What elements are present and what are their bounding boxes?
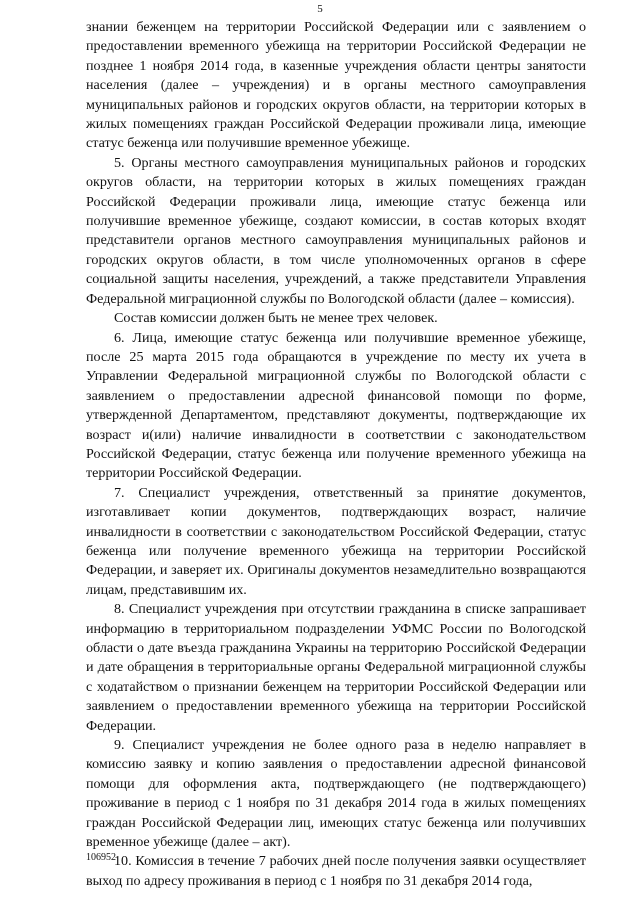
paragraph-item-8: 8. Специалист учреждения при отсутствии гражданина в списке запрашивает информацию в территориальном подразделении УФМС России по Вологодской области о дате въезда гражданина Украины на территорию Российской Федерации и дате обращения в территориальные органы Федеральной миграционной службы с ходатайством о признании беженцем на территории Российской Федерации или заявлением о предоставлении временного убежища на территории Российской Федерации. [86,601,586,734]
paragraph-item-6: 6. Лица, имеющие статус беженца или получившие временное убежище, после 25 марта 2015 года обращаются в учреждение по месту их учета в Управлении Федеральной миграционной службы по Вологодской области с заявлением о предоставлении адресной финансовой помощи по форме, утвержденной Департаментом, представляют документы, подтверждающие их возраст и(или) наличие инвалидности в соответствии с законодательством Российской Федерации, статус беженца или получение временного убежища на территории Российской Федерации. [86,329,586,482]
document-code: 106952 [86,852,116,863]
paragraph-continuation: знании беженцем на территории Российской Федерации или с заявлением о предоставлении временного убежища на территории Российской Федерации не позднее 1 ноября 2014 года, в казенные учреждения области центры занятости населения (далее – учреждения) и в органы местного самоуправления муниципальных районов и городских округов области, на территории которых в жилых помещениях граждан Российской Федерации проживали лица, имеющие статус беженца или получившие временное убежище. [86,19,586,152]
paragraph-item-5: 5. Органы местного самоуправления муниципальных районов и городских округов области, на территории которых в жилых помещениях граждан Российской Федерации проживали лица, имеющие статус беженца или получившие временное убежище, создают комиссии, в состав которых входят представители органов местного самоуправления муниципальных районов и городских округов области, в том числе уполномоченных органов в сфере социальной защиты населения, учреждений, а также представители Управления Федеральной миграционной службы по Вологодской области (далее – комиссия). [86,154,586,307]
page-number: 5 [317,3,323,15]
paragraph-item-7: 7. Специалист учреждения, ответственный за принятие документов, изготавливает копии документов, подтверждающих возраст, наличие инвалидности в соответствии с законодательством Российской Федерации, статус беженца или получение временного убежища на территории Российской Федерации, и заверяет их. Оригиналы документов незамедлительно возвращаются лицам, представившим их. [86,484,586,598]
paragraph-item-9: 9. Специалист учреждения не более одного раза в неделю направляет в комиссию заявку и копию заявления о предоставлении адресной финансовой помощи для оформления акта, подтверждающего (не подтверждающего) проживание в период с 1 ноября по 31 декабря 2014 года в жилых помещениях граждан Российской Федерации лиц, имеющих статус беженца или получивших временное убежище (далее – акт). [86,737,586,851]
paragraph-item-10: 10. Комиссия в течение 7 рабочих дней после получения заявки осуществляет выход по адресу проживания в период с 1 ноября по 31 декабря 2014 года, [86,853,586,889]
document-body [86,18,586,891]
paragraph-commission-size: Состав комиссии должен быть не менее трех человек. [114,310,438,327]
